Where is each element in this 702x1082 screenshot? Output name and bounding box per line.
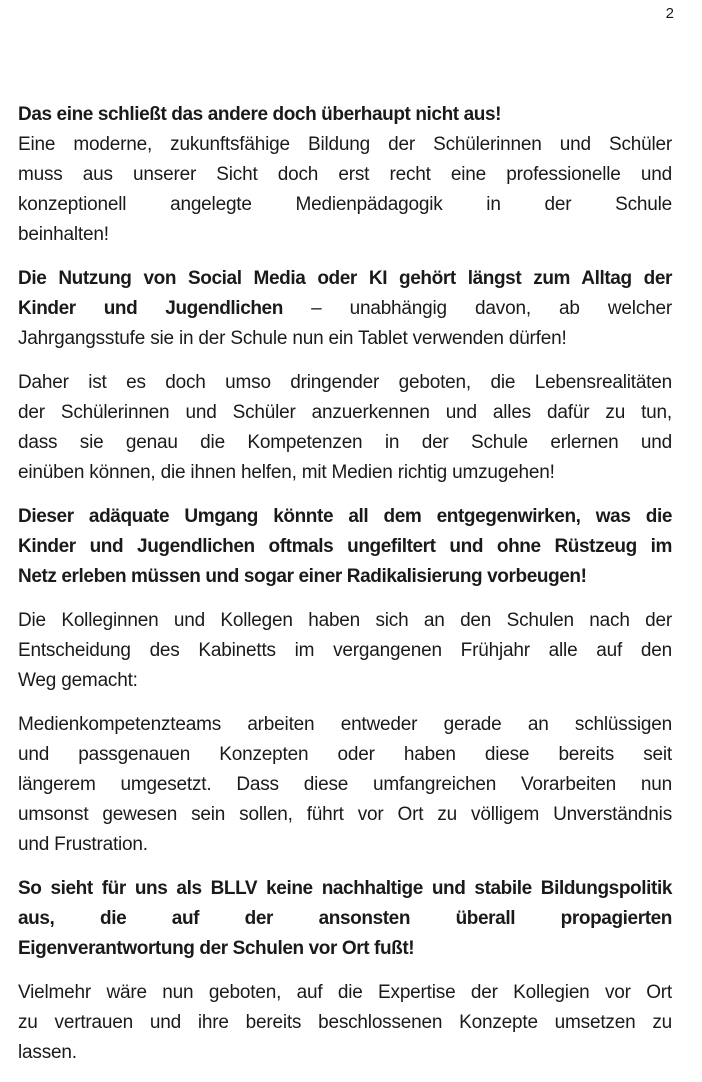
regular-text: umsonst gewesen sein sollen, führt vor Ort zu völligem Unverständnis — [18, 804, 672, 825]
text-line — [18, 368, 672, 398]
text-line — [18, 1038, 672, 1068]
regular-text: Die Kolleginnen und Kollegen haben sich an den Schulen nach der — [18, 610, 672, 631]
bold-text: Das eine schließt das andere doch überhaupt nicht aus! — [18, 104, 502, 125]
regular-text: und Frustration. — [18, 834, 148, 855]
text-line — [18, 710, 672, 740]
text-line — [18, 220, 672, 250]
text-line — [18, 978, 672, 1008]
document-body — [18, 100, 672, 1082]
text-line — [18, 606, 672, 636]
text-line — [18, 428, 672, 458]
paragraph — [18, 502, 672, 592]
text-line — [18, 1008, 672, 1038]
bold-text: So sieht für uns als BLLV keine nachhaltige und stabile Bildungspolitik — [18, 878, 672, 899]
regular-text: Eine moderne, zukunftsfähige Bildung der Schülerinnen und Schüler — [18, 134, 672, 155]
regular-text: dass sie genau die Kompetenzen in der Schule erlernen und — [18, 432, 672, 453]
regular-text: Daher ist es doch umso dringender geboten, die Lebensrealitäten — [18, 372, 672, 393]
regular-text: zu vertrauen und ihre bereits beschlossenen Konzepte umsetzen zu — [18, 1012, 672, 1033]
text-line — [18, 562, 672, 592]
bold-text: Die Nutzung von Social Media oder KI gehört längst zum Alltag der — [18, 268, 672, 289]
regular-text: muss aus unserer Sicht doch erst recht eine professionelle und — [18, 164, 672, 185]
text-line — [18, 502, 672, 532]
regular-text: Weg gemacht: — [18, 670, 138, 691]
bold-text: Netz erleben müssen und sogar einer Radikalisierung vorbeugen! — [18, 566, 587, 587]
text-line — [18, 398, 672, 428]
regular-text: der Schülerinnen und Schüler anzuerkennen und alles dafür zu tun, — [18, 402, 672, 423]
paragraph — [18, 264, 672, 354]
paragraph — [18, 606, 672, 696]
bold-text: Eigenverantwortung der Schulen vor Ort fußt! — [18, 938, 415, 959]
text-line — [18, 636, 672, 666]
text-line — [18, 324, 672, 354]
regular-text: Jahrgangsstufe sie in der Schule nun ein Tablet verwenden dürfen! — [18, 328, 567, 349]
regular-text: lassen. — [18, 1042, 77, 1063]
regular-text: Entscheidung des Kabinetts im vergangenen Frühjahr alle auf den — [18, 640, 672, 661]
paragraph — [18, 874, 672, 964]
text-line — [18, 666, 672, 696]
text-line — [18, 264, 672, 294]
bold-text: Kinder und Jugendlichen oftmals ungefiltert und ohne Rüstzeug im — [18, 536, 672, 557]
regular-text: Medienkompetenzteams arbeiten entweder gerade an schlüssigen — [18, 714, 672, 735]
paragraph — [18, 100, 672, 250]
regular-text: und passgenauen Konzepten oder haben diese bereits seit — [18, 744, 672, 765]
text-line — [18, 190, 672, 220]
text-line — [18, 830, 672, 860]
text-line — [18, 458, 672, 488]
regular-text: Vielmehr wäre nun geboten, auf die Expertise der Kollegien vor Ort — [18, 982, 672, 1003]
text-line — [18, 532, 672, 562]
regular-text: konzeptionell angelegte Medienpädagogik in der Schule — [18, 194, 672, 215]
text-line — [18, 294, 672, 324]
paragraph — [18, 978, 672, 1068]
text-line — [18, 100, 672, 130]
bold-text: Dieser adäquate Umgang könnte all dem entgegenwirken, was die — [18, 506, 672, 527]
text-line — [18, 160, 672, 190]
regular-text: einüben können, die ihnen helfen, mit Medien richtig umzugehen! — [18, 462, 555, 483]
text-line — [18, 800, 672, 830]
text-line — [18, 130, 672, 160]
bold-text: aus, die auf der ansonsten überall propagierten — [18, 908, 672, 929]
paragraph — [18, 368, 672, 488]
text-line — [18, 770, 672, 800]
paragraph — [18, 710, 672, 860]
text-line — [18, 904, 672, 934]
text-line — [18, 934, 672, 964]
regular-text: – unabhängig davon, ab welcher — [282, 298, 672, 319]
bold-text: Kinder und Jugendlichen — [18, 298, 283, 319]
text-line — [18, 874, 672, 904]
regular-text: beinhalten! — [18, 224, 109, 245]
regular-text: längerem umgesetzt. Dass diese umfangreichen Vorarbeiten nun — [18, 774, 672, 795]
text-line — [18, 740, 672, 770]
page-number: 2 — [665, 5, 674, 22]
